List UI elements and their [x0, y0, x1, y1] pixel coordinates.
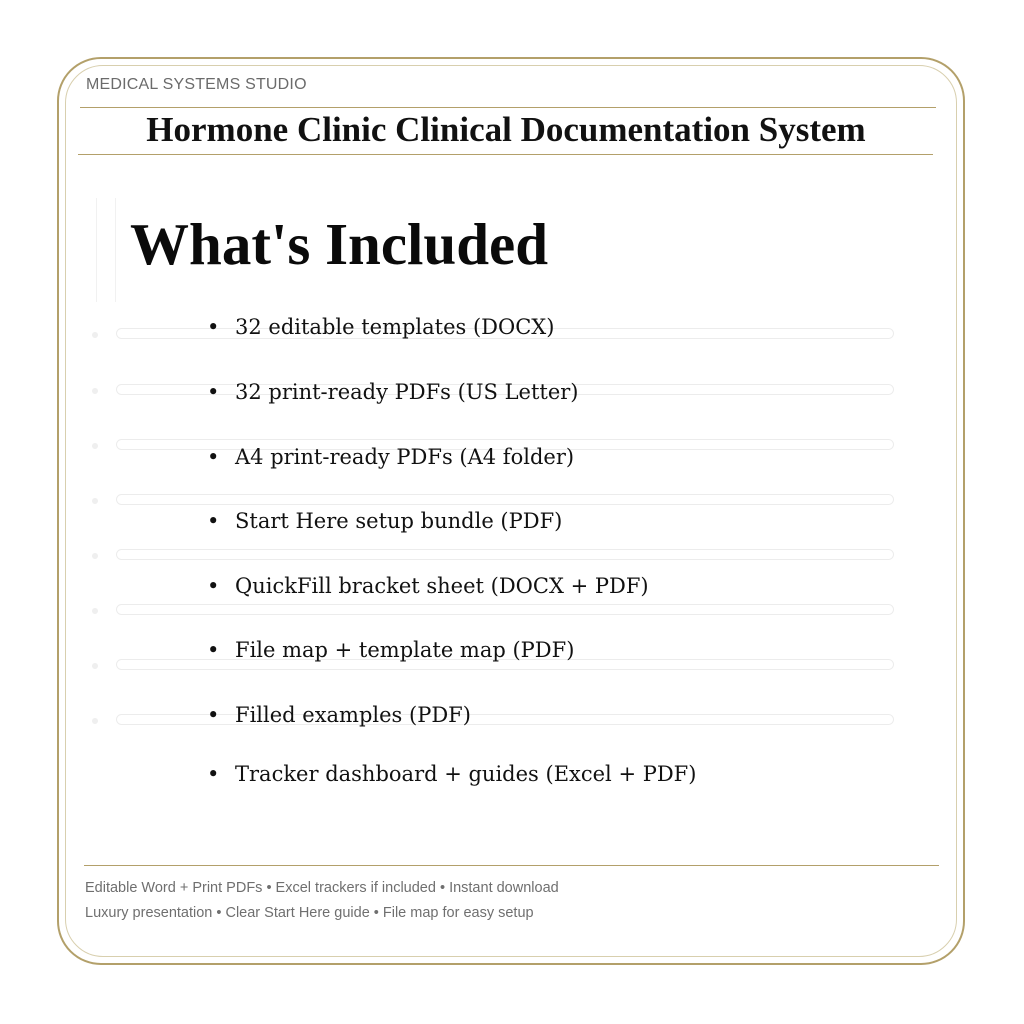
list-item	[207, 574, 649, 598]
list-item	[207, 315, 554, 339]
list-item	[207, 509, 562, 533]
section-title: What's Included	[130, 211, 549, 277]
list-item-label: File map + template map (PDF)	[235, 638, 575, 662]
footer-line-1: Editable Word + Print PDFs • Excel trackers if included • Instant download	[85, 880, 559, 896]
bullet: •	[207, 509, 220, 533]
bullet: •	[207, 762, 220, 786]
bullet: •	[207, 638, 220, 662]
ghost-row	[90, 549, 896, 563]
bullet: •	[207, 315, 220, 339]
header-divider-top	[80, 107, 936, 108]
bullet: •	[207, 380, 220, 404]
brand-label: MEDICAL SYSTEMS STUDIO	[86, 76, 307, 93]
bullet: •	[207, 703, 220, 727]
list-item-label: 32 print-ready PDFs (US Letter)	[235, 380, 579, 404]
list-item	[207, 638, 574, 662]
ghost-row	[90, 494, 896, 508]
list-item-label: A4 print-ready PDFs (A4 folder)	[235, 445, 575, 469]
bullet: •	[207, 445, 220, 469]
list-item-label: Filled examples (PDF)	[235, 703, 471, 727]
bullet: •	[207, 574, 220, 598]
list-item-label: 32 editable templates (DOCX)	[235, 315, 555, 339]
footer-divider	[84, 865, 939, 866]
list-item-label: QuickFill bracket sheet (DOCX + PDF)	[235, 574, 649, 598]
list-item	[207, 445, 574, 469]
list-item-label: Tracker dashboard + guides (Excel + PDF)	[235, 762, 697, 786]
list-item-label: Start Here setup bundle (PDF)	[235, 509, 563, 533]
header-divider-bottom	[78, 154, 933, 155]
ghost-placeholder-bar	[96, 198, 116, 302]
document-title: Hormone Clinic Clinical Documentation System	[146, 110, 866, 149]
list-item	[207, 380, 578, 404]
list-item	[207, 762, 696, 786]
footer-line-2: Luxury presentation • Clear Start Here guide • File map for easy setup	[85, 905, 534, 921]
list-item	[207, 703, 471, 727]
ghost-row	[90, 604, 896, 618]
